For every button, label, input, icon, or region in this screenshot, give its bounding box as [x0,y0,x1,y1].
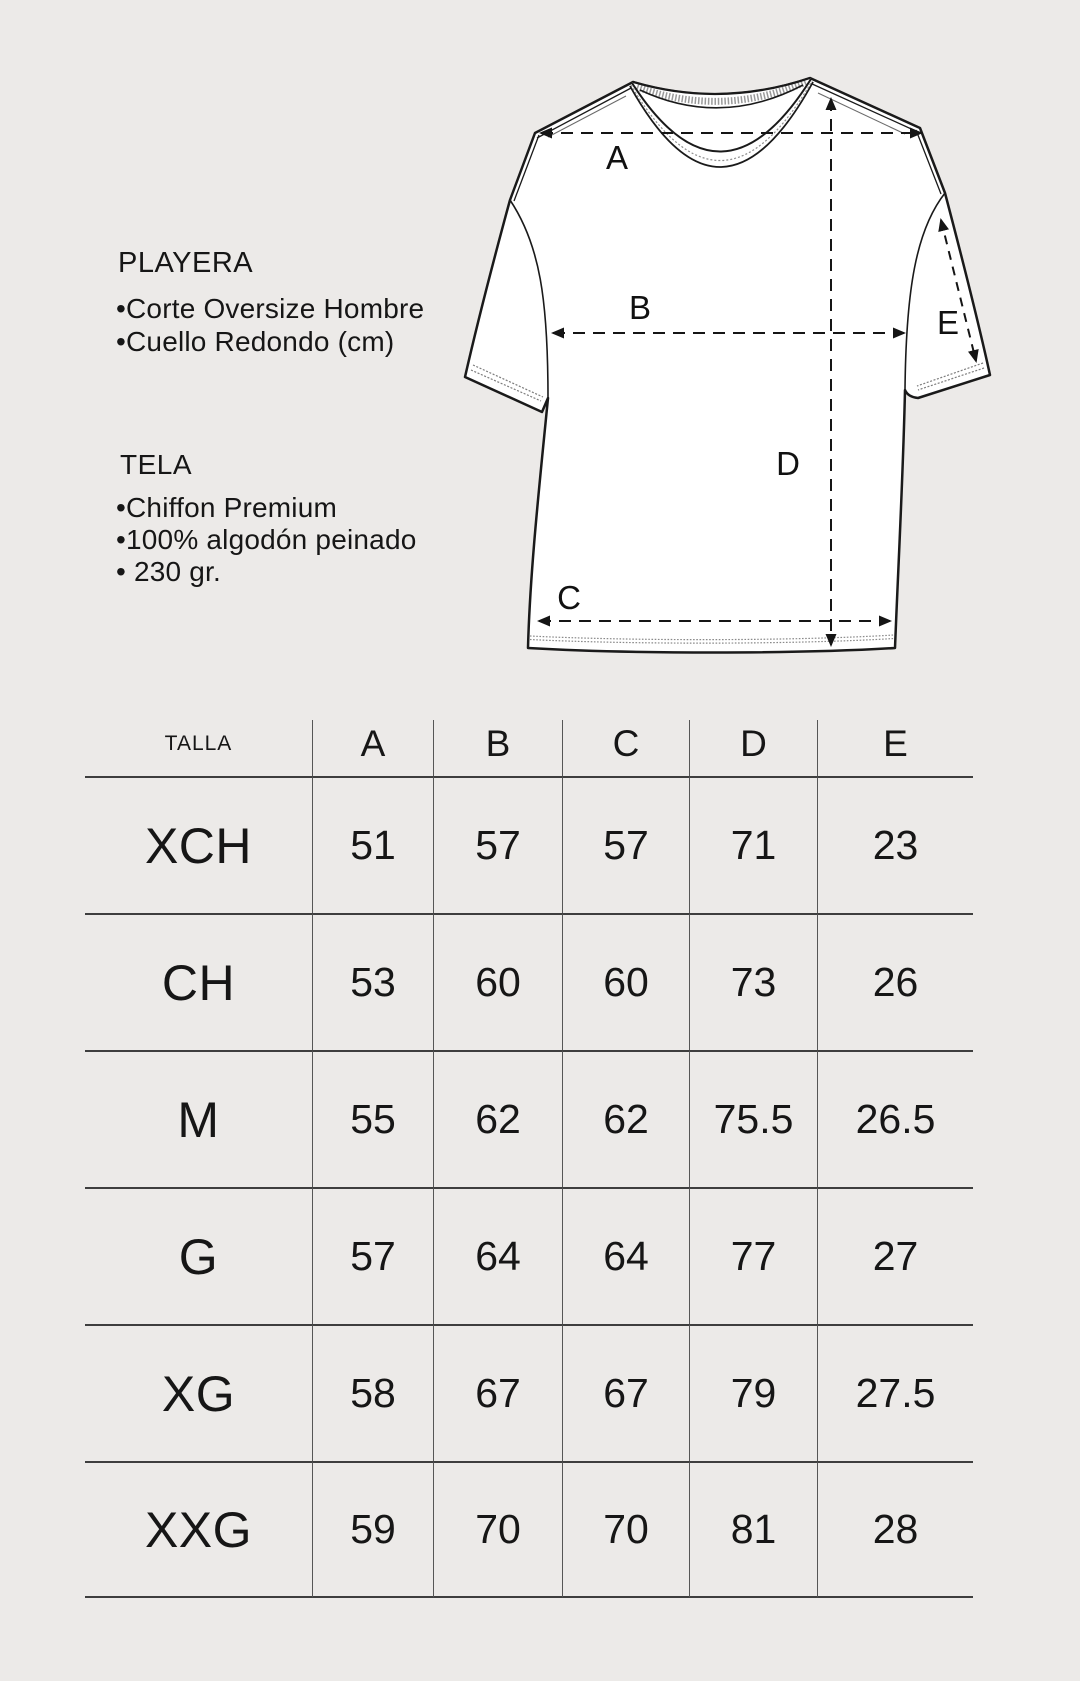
value-cell: 60 [562,913,689,1050]
value-cell: 57 [433,776,562,913]
size-cell: XG [85,1324,312,1461]
value-cell: 26 [817,913,973,1050]
value-cell: 23 [817,776,973,913]
value-cell: 51 [312,776,433,913]
value-cell: 67 [562,1324,689,1461]
fabric-feature-weight: • 230 gr. [116,556,222,587]
value-cell: 70 [562,1461,689,1598]
label-a: A [605,139,629,176]
size-cell: CH [85,913,312,1050]
value-cell: 71 [689,776,817,913]
value-cell: 55 [312,1050,433,1187]
value-cell: 62 [562,1050,689,1187]
value-cell: 73 [689,913,817,1050]
value-cell: 64 [562,1187,689,1324]
size-cell: XCH [85,776,312,913]
tshirt-measurement-diagram [400,50,1020,660]
fabric-feature-cotton: •100% algodón peinado [116,524,417,555]
size-table [85,720,973,1598]
value-cell: 79 [689,1324,817,1461]
label-b: B [628,289,652,326]
tshirt-drawing [400,50,1020,660]
fabric-feature-material: •Chiffon Premium [116,492,338,523]
header-cell-d: D [689,720,817,776]
header-cell-talla: TALLA [164,732,233,755]
feature-neck: •Cuello Redondo (cm) [116,326,395,357]
value-cell: 59 [312,1461,433,1598]
feature-cut: •Corte Oversize Hombre [116,293,425,324]
value-cell: 57 [562,776,689,913]
size-cell: G [85,1187,312,1324]
fabric-heading: TELA [120,449,193,480]
value-cell: 81 [689,1461,817,1598]
header-cell-e: E [817,720,973,776]
label-d: D [776,445,800,482]
size-cell: M [85,1050,312,1187]
value-cell: 75.5 [689,1050,817,1187]
product-title: PLAYERA [118,247,254,279]
value-cell: 53 [312,913,433,1050]
value-cell: 70 [433,1461,562,1598]
header-cell-a: A [312,720,433,776]
value-cell: 60 [433,913,562,1050]
header-cell-c: C [562,720,689,776]
value-cell: 27 [817,1187,973,1324]
value-cell: 28 [817,1461,973,1598]
value-cell: 62 [433,1050,562,1187]
value-cell: 57 [312,1187,433,1324]
value-cell: 67 [433,1324,562,1461]
value-cell: 58 [312,1324,433,1461]
label-e: E [936,304,960,341]
size-cell: XXG [85,1461,312,1598]
value-cell: 27.5 [817,1324,973,1461]
label-c: C [557,579,581,616]
value-cell: 77 [689,1187,817,1324]
value-cell: 64 [433,1187,562,1324]
value-cell: 26.5 [817,1050,973,1187]
header-cell-b: B [433,720,562,776]
